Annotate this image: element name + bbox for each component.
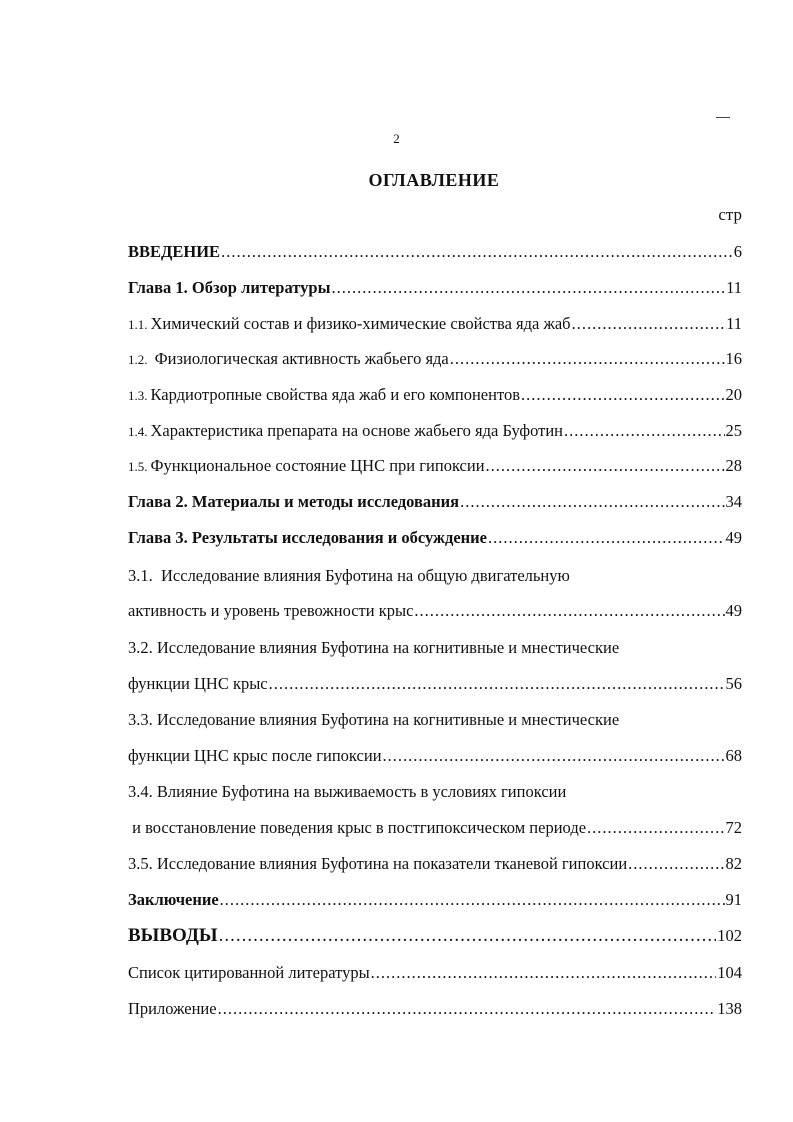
toc-leader-dots xyxy=(450,348,725,370)
toc-leader-dots xyxy=(572,313,726,335)
toc-entry-introduction[interactable] xyxy=(128,241,742,263)
toc-entry-page: 49 xyxy=(725,528,742,547)
page-number: 2 xyxy=(393,131,400,146)
toc-leader-dots xyxy=(564,420,725,442)
toc-entry-3-2[interactable] xyxy=(128,673,742,695)
toc-entry-page: 56 xyxy=(725,674,742,693)
toc-entry-number: 3.5. xyxy=(128,854,153,873)
toc-entry-label: Физиологическая активность жабьего яда xyxy=(154,349,449,368)
toc-entry-label: и восстановление поведения крыс в постгипоксическом периоде xyxy=(128,818,587,837)
toc-entry-number: 1.5. xyxy=(128,459,148,474)
toc-entry-page: 91 xyxy=(725,890,742,909)
toc-entry-3-4-line1[interactable] xyxy=(128,781,566,803)
toc-entry-label-wrap xyxy=(128,384,520,407)
toc-leader-dots xyxy=(218,998,717,1020)
toc-entry-page: 34 xyxy=(725,492,742,511)
toc-leader-dots xyxy=(521,384,725,406)
toc-leader-dots xyxy=(219,925,717,947)
toc-entry-label: функции ЦНС крыс после гипоксии xyxy=(128,746,382,765)
toc-title: ОГЛАВЛЕНИЕ xyxy=(368,170,500,190)
toc-entry-3-3-line1[interactable] xyxy=(128,709,619,731)
toc-entry-page: 68 xyxy=(725,746,742,765)
toc-leader-dots xyxy=(628,853,724,875)
toc-entry-references[interactable] xyxy=(128,962,742,984)
toc-leader-dots xyxy=(269,673,725,695)
toc-entry-3-2-line1[interactable] xyxy=(128,637,619,659)
toc-entry-appendix[interactable] xyxy=(128,998,742,1020)
toc-entry-number: 3.4. xyxy=(128,782,153,801)
toc-entry-number: 3.2. xyxy=(128,638,153,657)
toc-entry-label: Функциональное состояние ЦНС при гипоксии xyxy=(150,456,485,475)
toc-entry-1-3[interactable] xyxy=(128,384,742,407)
toc-entry-chapter-2[interactable] xyxy=(128,491,742,513)
toc-entry-page: 11 xyxy=(726,314,742,333)
scan-mark xyxy=(716,117,730,118)
toc-entry-label: Исследование влияния Буфотина на показатели тканевой гипоксии xyxy=(156,854,628,873)
toc-entry-label: Влияние Буфотина на выживаемость в условиях гипоксии xyxy=(156,782,567,801)
toc-leader-dots xyxy=(383,745,725,767)
toc-leader-dots xyxy=(220,889,725,911)
toc-entry-label: Исследование влияния Буфотина на когнитивные и мнестические xyxy=(156,638,620,657)
toc-entry-3-5[interactable] xyxy=(128,853,742,875)
toc-entry-label: Глава 1. Обзор литературы xyxy=(128,278,331,297)
toc-entry-label: ВЫВОДЫ xyxy=(128,925,218,946)
toc-entry-page: 28 xyxy=(725,456,742,475)
toc-entry-label: Химический состав и физико-химические свойства яда жаб xyxy=(150,314,571,333)
toc-entry-page: 25 xyxy=(725,421,742,440)
toc-entry-number: 3.1. xyxy=(128,566,153,585)
toc-entry-label-wrap xyxy=(128,853,627,875)
page-column-label: стр xyxy=(718,205,742,224)
toc-entry-page: 102 xyxy=(717,926,742,945)
toc-entry-chapter-3[interactable] xyxy=(128,527,742,549)
toc-entry-label: Глава 2. Материалы и методы исследования xyxy=(128,492,460,511)
toc-entry-page: 16 xyxy=(725,349,742,368)
toc-entry-number: 1.4. xyxy=(128,424,148,439)
toc-entry-label: Исследование влияния Буфотина на общую двигательную xyxy=(161,566,570,585)
toc-leader-dots xyxy=(371,962,717,984)
toc-entry-1-4[interactable] xyxy=(128,420,742,443)
toc-entry-label: Характеристика препарата на основе жабьего яда Буфотин xyxy=(150,421,563,440)
toc-entry-3-4[interactable] xyxy=(128,817,742,839)
toc-entry-label: Заключение xyxy=(128,890,219,909)
toc-entry-label-wrap xyxy=(128,420,563,443)
toc-entry-label: Приложение xyxy=(128,999,217,1018)
toc-entry-number: 1.2. xyxy=(128,352,148,367)
toc-entry-page: 82 xyxy=(725,854,742,873)
toc-entry-number: 1.3. xyxy=(128,388,148,403)
toc-entry-page: 72 xyxy=(725,818,742,837)
toc-entry-label: активность и уровень тревожности крыс xyxy=(128,601,414,620)
toc-entry-label-wrap xyxy=(128,313,571,336)
toc-entry-3-3[interactable] xyxy=(128,745,742,767)
toc-entry-label-wrap xyxy=(128,455,485,478)
toc-entry-1-2[interactable] xyxy=(128,348,742,371)
toc-entry-label: Исследование влияния Буфотина на когнитивные и мнестические xyxy=(156,710,620,729)
toc-entry-page: 20 xyxy=(725,385,742,404)
toc-entry-page: 49 xyxy=(725,601,742,620)
toc-leader-dots xyxy=(486,455,725,477)
toc-entry-chapter-1[interactable] xyxy=(128,277,742,299)
toc-entry-label-wrap xyxy=(128,348,449,371)
toc-leader-dots xyxy=(414,600,724,622)
toc-entry-1-1[interactable] xyxy=(128,313,742,336)
toc-entry-page: 104 xyxy=(717,963,742,982)
toc-entry-conclusion[interactable] xyxy=(128,889,742,911)
toc-entry-label: Кардиотропные свойства яда жаб и его компонентов xyxy=(150,385,520,404)
toc-leader-dots xyxy=(460,491,724,513)
toc-entry-3-1[interactable] xyxy=(128,600,742,622)
toc-entry-1-5[interactable] xyxy=(128,455,742,478)
toc-leader-dots xyxy=(332,277,726,299)
toc-entry-page: 138 xyxy=(717,999,742,1018)
toc-entry-label: Глава 3. Результаты исследования и обсуждение xyxy=(128,528,488,547)
toc-leader-dots xyxy=(488,527,724,549)
toc-entry-label: функции ЦНС крыс xyxy=(128,674,268,693)
toc-entry-page: 11 xyxy=(726,278,742,297)
toc-entry-number: 1.1. xyxy=(128,317,148,332)
toc-entry-findings[interactable] xyxy=(128,925,742,947)
toc-leader-dots xyxy=(221,241,733,263)
toc-entry-number: 3.3. xyxy=(128,710,153,729)
toc-leader-dots xyxy=(587,817,724,839)
toc-entry-label: Список цитированной литературы xyxy=(128,963,370,982)
toc-entry-label: ВВЕДЕНИЕ xyxy=(128,242,221,261)
toc-entry-page: 6 xyxy=(733,242,742,261)
toc-entry-3-1-line1[interactable] xyxy=(128,565,570,587)
